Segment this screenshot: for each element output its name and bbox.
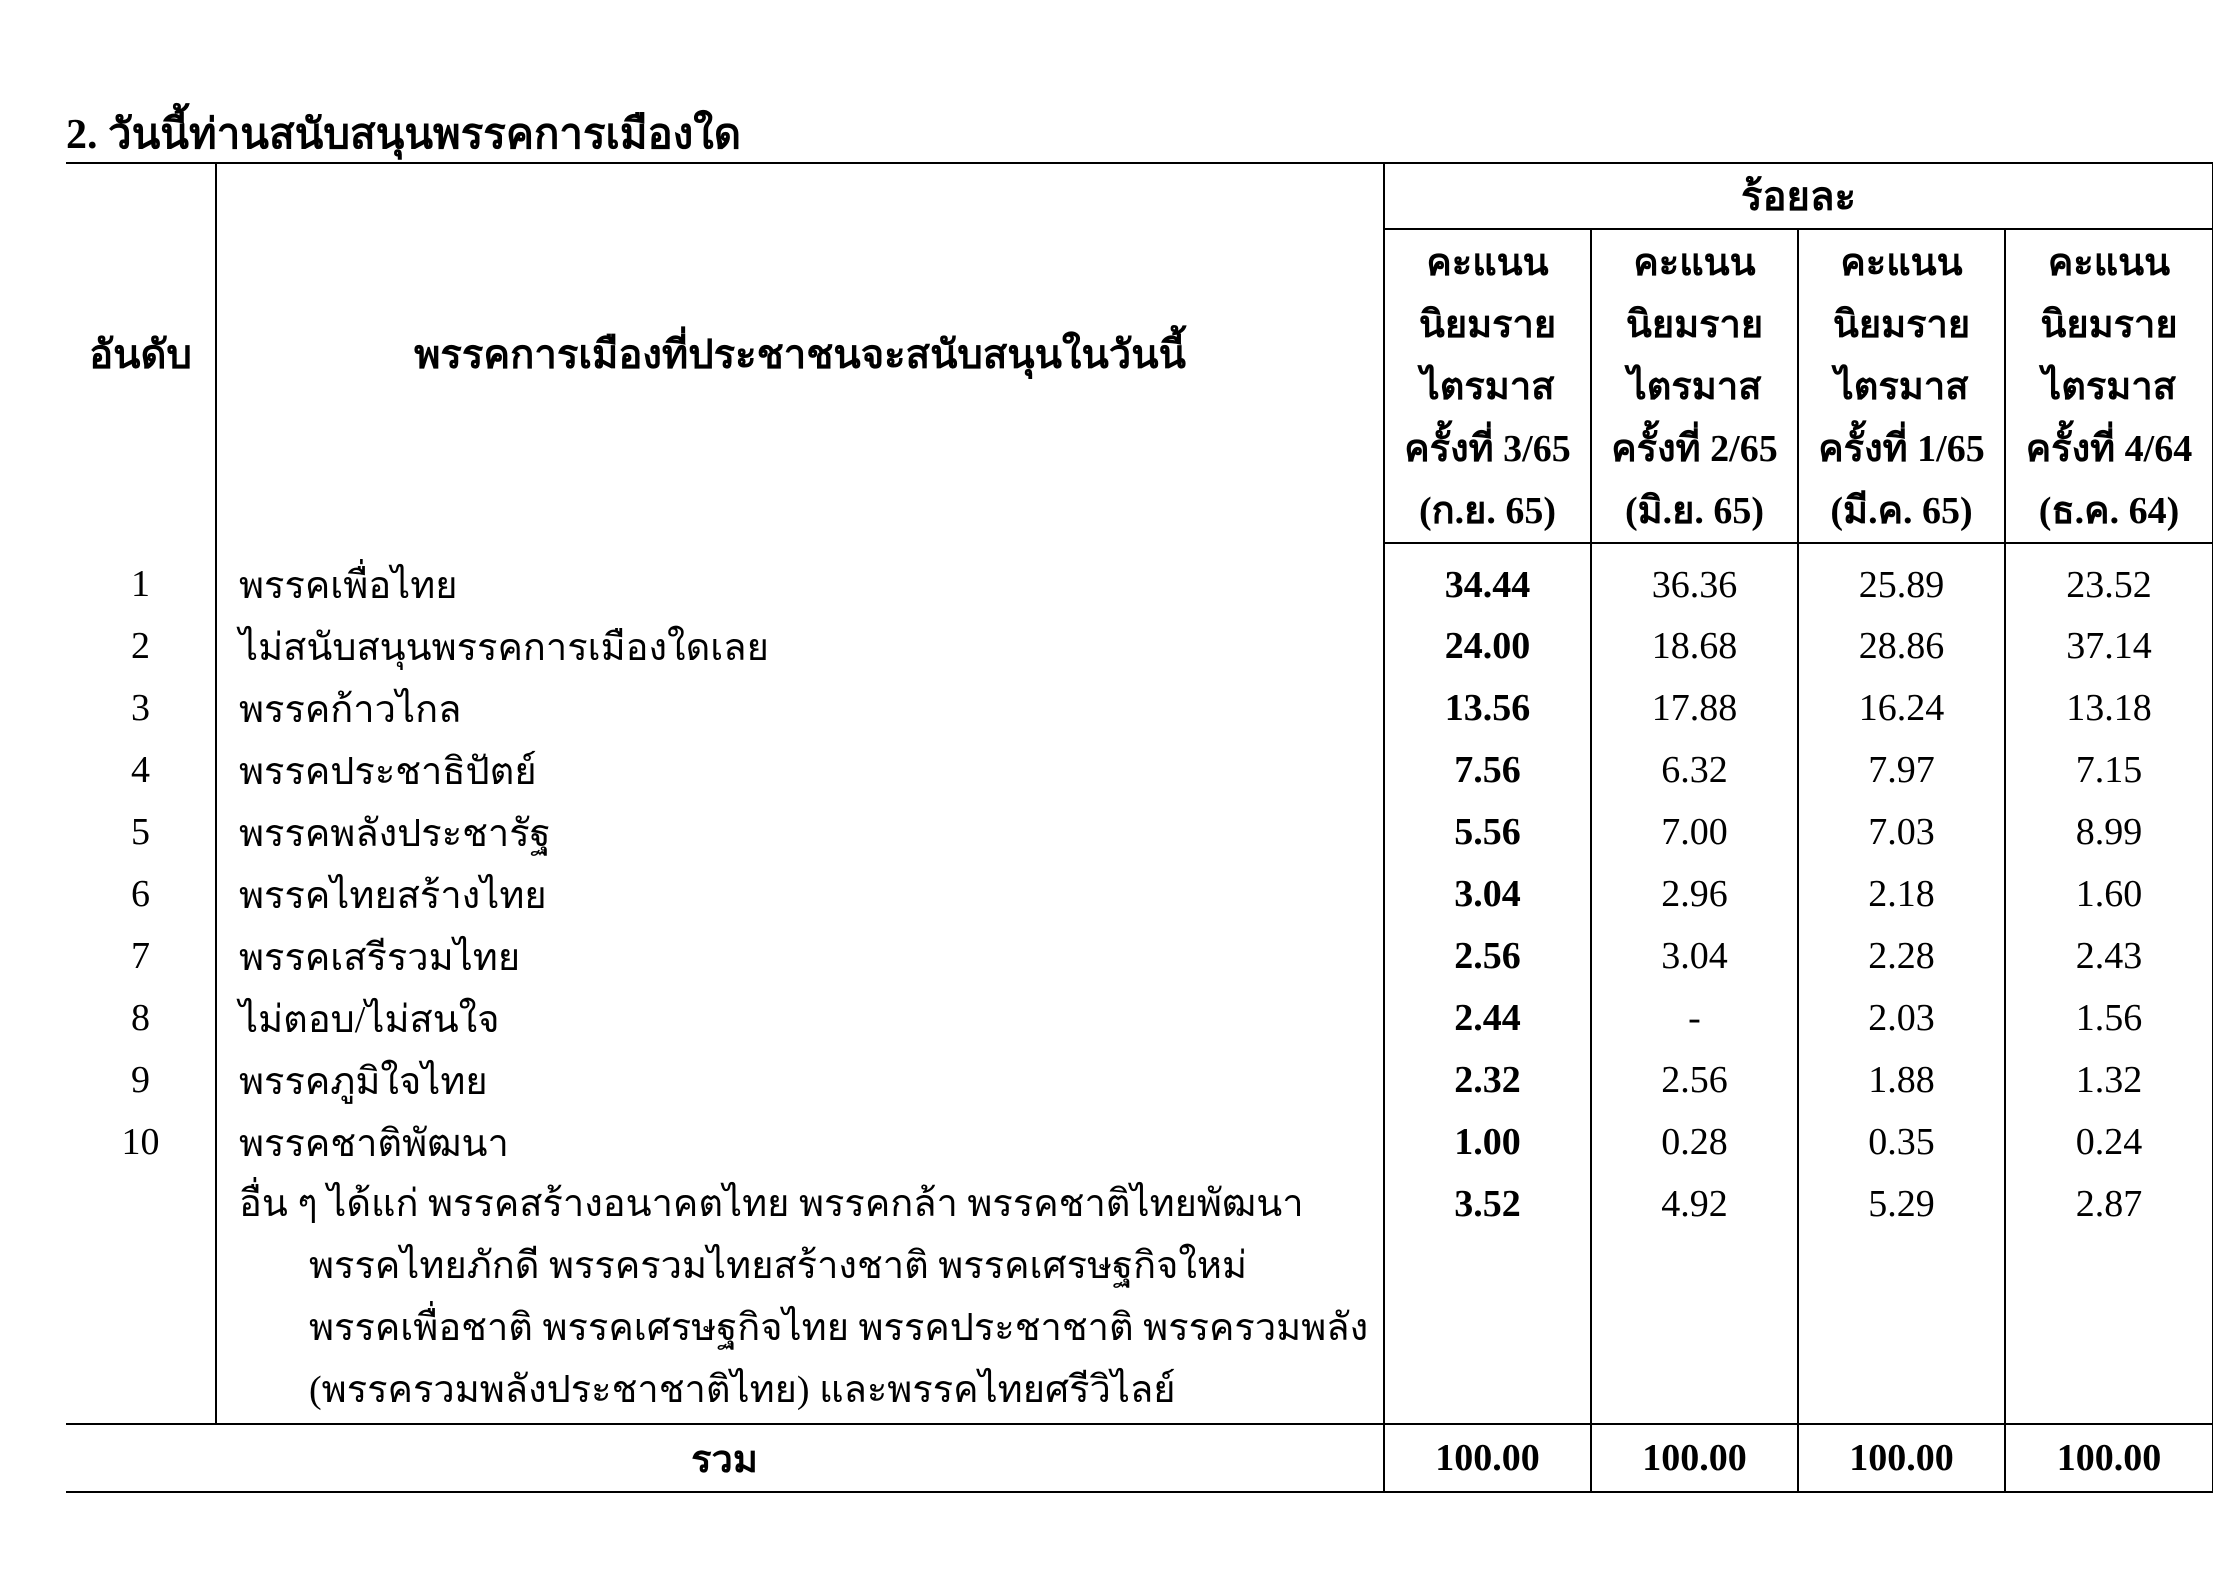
- others-line-1: อื่น ๆ ได้แก่ พรรคสร้างอนาคตไทย พรรคกล้า พรรคชาติไทยพัฒนา: [239, 1183, 1304, 1225]
- table-row: [66, 1049, 2213, 1111]
- value-1-65: 7.97: [1798, 739, 2005, 801]
- value-1-65: 7.03: [1798, 801, 2005, 863]
- others-line-3: พรรคเพื่อชาติ พรรคเศรษฐกิจไทย พรรคประชาชาติ พรรครวมพลัง: [309, 1307, 1369, 1349]
- value-1-65: 2.18: [1798, 863, 2005, 925]
- header-period-3-65: คะแนน นิยมราย ไตรมาส ครั้งที่ 3/65 (ก.ย. 65): [1384, 229, 1591, 543]
- value-2-65: 18.68: [1591, 615, 1798, 677]
- party-cell: พรรคก้าวไกล: [216, 677, 1384, 739]
- value-1-65: 2.03: [1798, 987, 2005, 1049]
- table-row: [66, 801, 2213, 863]
- table-row: [66, 1111, 2213, 1173]
- party-support-table: [66, 162, 2213, 1493]
- table-row: [66, 543, 2213, 615]
- total-row: [66, 1424, 2213, 1492]
- value-3-65: 24.00: [1384, 615, 1591, 677]
- rank-cell: 2: [66, 615, 216, 677]
- value-4-64: 13.18: [2005, 677, 2213, 739]
- table-row: [66, 987, 2213, 1049]
- header-period-2-65: คะแนน นิยมราย ไตรมาส ครั้งที่ 2/65 (มิ.ย. 65): [1591, 229, 1798, 543]
- value-2-65: 2.56: [1591, 1049, 1798, 1111]
- value-1-65: 1.88: [1798, 1049, 2005, 1111]
- rank-cell: 1: [66, 543, 216, 615]
- value-3-65: 7.56: [1384, 739, 1591, 801]
- rank-cell: 7: [66, 925, 216, 987]
- table-row: [66, 677, 2213, 739]
- value-4-64: 8.99: [2005, 801, 2213, 863]
- header-rank: อันดับ: [66, 163, 216, 543]
- header-percent: ร้อยละ: [1384, 163, 2213, 229]
- value-2-65: 2.96: [1591, 863, 1798, 925]
- others-line-2: พรรคไทยภักดี พรรครวมไทยสร้างชาติ พรรคเศรษฐกิจใหม่: [309, 1245, 1248, 1287]
- total-3-65: 100.00: [1384, 1424, 1591, 1492]
- table-row: [66, 615, 2213, 677]
- party-cell: พรรคเพื่อไทย: [216, 543, 1384, 615]
- table-row: [66, 925, 2213, 987]
- header-party: พรรคการเมืองที่ประชาชนจะสนับสนุนในวันนี้: [216, 163, 1384, 543]
- value-2-65: 3.04: [1591, 925, 1798, 987]
- total-label: รวม: [66, 1424, 1384, 1492]
- value-2-65: 4.92: [1591, 1173, 1798, 1424]
- value-3-65: 1.00: [1384, 1111, 1591, 1173]
- party-cell: พรรคไทยสร้างไทย: [216, 863, 1384, 925]
- total-2-65: 100.00: [1591, 1424, 1798, 1492]
- value-4-64: 7.15: [2005, 739, 2213, 801]
- party-cell: พรรคภูมิใจไทย: [216, 1049, 1384, 1111]
- value-2-65: -: [1591, 987, 1798, 1049]
- rank-cell: 3: [66, 677, 216, 739]
- party-cell-others: [216, 1173, 1384, 1424]
- party-cell: ไม่สนับสนุนพรรคการเมืองใดเลย: [216, 615, 1384, 677]
- value-4-64: 37.14: [2005, 615, 2213, 677]
- rank-cell: 6: [66, 863, 216, 925]
- value-1-65: 5.29: [1798, 1173, 2005, 1424]
- value-4-64: 23.52: [2005, 543, 2213, 615]
- party-cell: พรรคพลังประชารัฐ: [216, 801, 1384, 863]
- value-4-64: 2.87: [2005, 1173, 2213, 1424]
- value-4-64: 1.60: [2005, 863, 2213, 925]
- total-4-64: 100.00: [2005, 1424, 2213, 1492]
- value-2-65: 6.32: [1591, 739, 1798, 801]
- header-period-1-65: คะแนน นิยมราย ไตรมาส ครั้งที่ 1/65 (มี.ค. 65): [1798, 229, 2005, 543]
- value-3-65: 13.56: [1384, 677, 1591, 739]
- total-1-65: 100.00: [1798, 1424, 2005, 1492]
- value-4-64: 0.24: [2005, 1111, 2213, 1173]
- table-row: [66, 739, 2213, 801]
- page-title: 2. วันนี้ท่านสนับสนุนพรรคการเมืองใด: [66, 112, 742, 158]
- value-2-65: 0.28: [1591, 1111, 1798, 1173]
- rank-cell: 9: [66, 1049, 216, 1111]
- value-1-65: 0.35: [1798, 1111, 2005, 1173]
- value-1-65: 28.86: [1798, 615, 2005, 677]
- rank-cell: 5: [66, 801, 216, 863]
- rank-cell: 8: [66, 987, 216, 1049]
- value-3-65: 2.32: [1384, 1049, 1591, 1111]
- value-3-65: 3.04: [1384, 863, 1591, 925]
- party-cell: พรรคชาติพัฒนา: [216, 1111, 1384, 1173]
- table-row: [66, 863, 2213, 925]
- value-3-65: 34.44: [1384, 543, 1591, 615]
- value-3-65: 3.52: [1384, 1173, 1591, 1424]
- others-line-4: (พรรครวมพลังประชาชาติไทย) และพรรคไทยศรีวิไลย์: [309, 1369, 1176, 1411]
- party-cell: พรรคเสรีรวมไทย: [216, 925, 1384, 987]
- party-cell: ไม่ตอบ/ไม่สนใจ: [216, 987, 1384, 1049]
- value-4-64: 1.56: [2005, 987, 2213, 1049]
- value-4-64: 2.43: [2005, 925, 2213, 987]
- value-1-65: 25.89: [1798, 543, 2005, 615]
- value-2-65: 7.00: [1591, 801, 1798, 863]
- value-3-65: 5.56: [1384, 801, 1591, 863]
- table-row-others: [66, 1173, 2213, 1424]
- value-4-64: 1.32: [2005, 1049, 2213, 1111]
- value-1-65: 2.28: [1798, 925, 2005, 987]
- party-cell: พรรคประชาธิปัตย์: [216, 739, 1384, 801]
- header-period-4-64: คะแนน นิยมราย ไตรมาส ครั้งที่ 4/64 (ธ.ค. 64): [2005, 229, 2213, 543]
- rank-cell: [66, 1173, 216, 1424]
- value-2-65: 36.36: [1591, 543, 1798, 615]
- value-3-65: 2.56: [1384, 925, 1591, 987]
- value-2-65: 17.88: [1591, 677, 1798, 739]
- rank-cell: 10: [66, 1111, 216, 1173]
- rank-cell: 4: [66, 739, 216, 801]
- value-1-65: 16.24: [1798, 677, 2005, 739]
- value-3-65: 2.44: [1384, 987, 1591, 1049]
